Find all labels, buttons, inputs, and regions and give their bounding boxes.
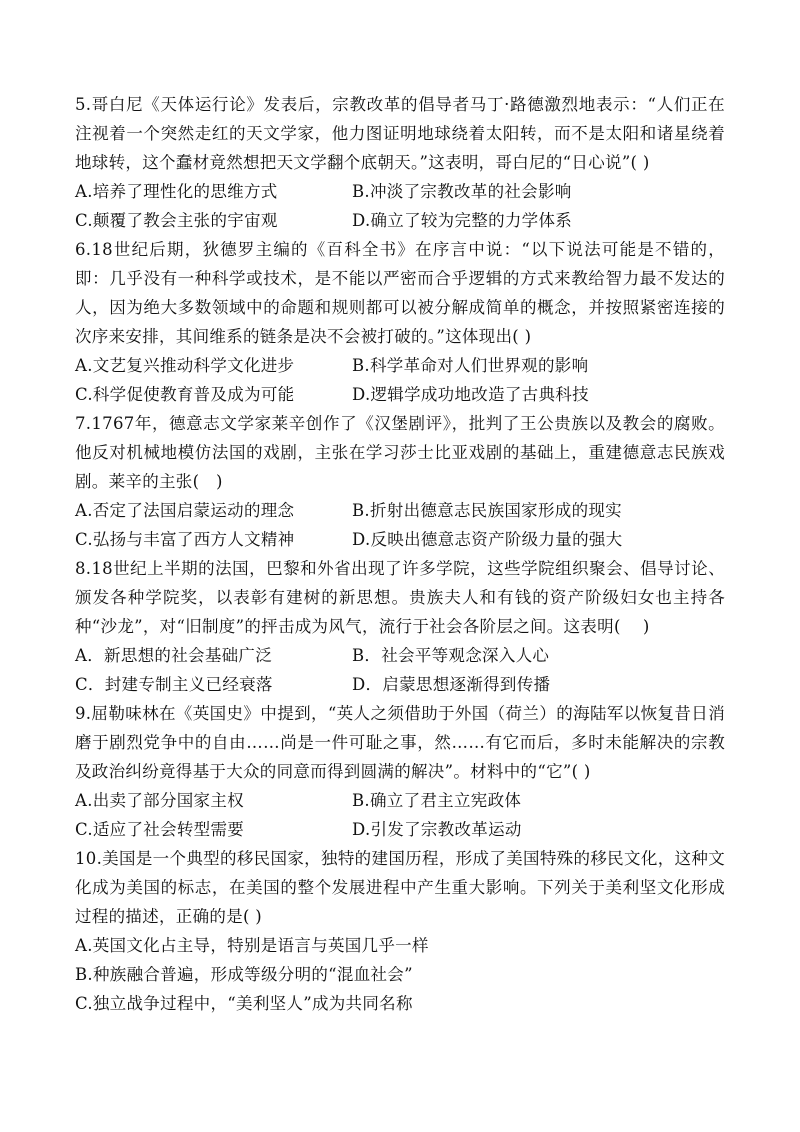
option-c: C.独立战争过程中，“美利坚人”成为共同名称	[75, 994, 413, 1013]
question-9	[75, 699, 725, 844]
option-grid	[75, 351, 725, 409]
exam-page	[75, 90, 725, 1018]
option-d: D.逻辑学成功地改造了古典科技	[352, 385, 589, 404]
option-b: B．社会平等观念深入人心	[352, 646, 550, 665]
option-b: B.确立了君主立宪政体	[352, 791, 522, 810]
question-stem: 7.1767年，德意志文学家莱辛创作了《汉堡剧评》，批判了王公贵族以及教会的腐败。他反对机械地模仿法国的戏剧，主张在学习莎士比亚戏剧的基础上，重建德意志民族戏剧。莱辛的主张( )	[75, 414, 725, 491]
option-d: D．启蒙思想逐渐得到传播	[352, 675, 551, 694]
option-a: A.出卖了部分国家主权	[75, 791, 244, 810]
question-8	[75, 554, 725, 699]
option-grid	[75, 177, 725, 235]
option-c: C.适应了社会转型需要	[75, 820, 245, 839]
option-a: A.英国文化占主导，特别是语言与英国几乎一样	[75, 936, 429, 955]
option-grid	[75, 786, 725, 844]
option-d: D.引发了宗教改革运动	[352, 820, 522, 839]
question-stem: 10.美国是一个典型的移民国家，独特的建国历程，形成了美国特殊的移民文化，这种文化成为美国的标志，在美国的整个发展进程中产生重大影响。下列关于美利坚文化形成过程的描述，正确的是( )	[75, 849, 725, 926]
question-7	[75, 409, 725, 554]
option-list	[75, 931, 725, 1018]
option-b: B.冲淡了宗教改革的社会影响	[352, 182, 572, 201]
option-c: C.科学促使教育普及成为可能	[75, 385, 295, 404]
option-d: D.反映出德意志资产阶级力量的强大	[352, 530, 623, 549]
option-c: C.弘扬与丰富了西方人文精神	[75, 530, 295, 549]
option-a: A.否定了法国启蒙运动的理念	[75, 501, 295, 520]
option-c: C.颠覆了教会主张的宇宙观	[75, 211, 278, 230]
option-grid	[75, 641, 725, 699]
question-stem: 9.屈勒味林在《英国史》中提到，“英人之须借助于外国（荷兰）的海陆军以恢复昔日消磨于剧烈党争中的自由……尚是一件可耻之事，然……有它而后，多时未能解决的宗教及政治纠纷竟得基于大众的同意而得到圆满的解决”。材料中的“它”( )	[75, 704, 725, 781]
option-b: B.折射出德意志民族国家形成的现实	[352, 501, 622, 520]
option-d: D.确立了较为完整的力学体系	[352, 211, 573, 230]
option-b: B.科学革命对人们世界观的影响	[352, 356, 589, 375]
option-a: A．新思想的社会基础广泛	[75, 646, 273, 665]
question-stem: 8.18世纪上半期的法国，巴黎和外省出现了许多学院，这些学院组织聚会、倡导讨论、颁发各种学院奖，以表彰有建树的新思想。贵族夫人和有钱的资产阶级妇女也主持各种“沙龙”，对“旧制度”的抨击成为风气，流行于社会各阶层之间。这表明( )	[75, 559, 725, 636]
question-stem: 5.哥白尼《天体运行论》发表后，宗教改革的倡导者马丁·路德激烈地表示：“人们正在注视着一个突然走红的天文学家，他力图证明地球绕着太阳转，而不是太阳和诸星绕着地球转，这个蠢材竟然想把天文学翻个底朝天。”这表明，哥白尼的“日心说”( )	[75, 95, 725, 172]
option-a: A.培养了理性化的思维方式	[75, 182, 278, 201]
question-6	[75, 235, 725, 409]
option-c: C．封建专制主义已经衰落	[75, 675, 273, 694]
question-10	[75, 844, 725, 1018]
question-5	[75, 90, 725, 235]
option-grid	[75, 496, 725, 554]
question-stem: 6.18世纪后期，狄德罗主编的《百科全书》在序言中说：“以下说法可能是不错的，即：几乎没有一种科学或技术，是不能以严密而合乎逻辑的方式来教给智力最不发达的人，因为绝大多数领域中的命题和规则都可以被分解成简单的概念，并按照紧密连接的次序来安排，其间维系的链条是决不会被打破的。”这体现出( )	[75, 240, 725, 346]
option-a: A.文艺复兴推动科学文化进步	[75, 356, 295, 375]
option-b: B.种族融合普遍，形成等级分明的“混血社会”	[75, 965, 413, 984]
